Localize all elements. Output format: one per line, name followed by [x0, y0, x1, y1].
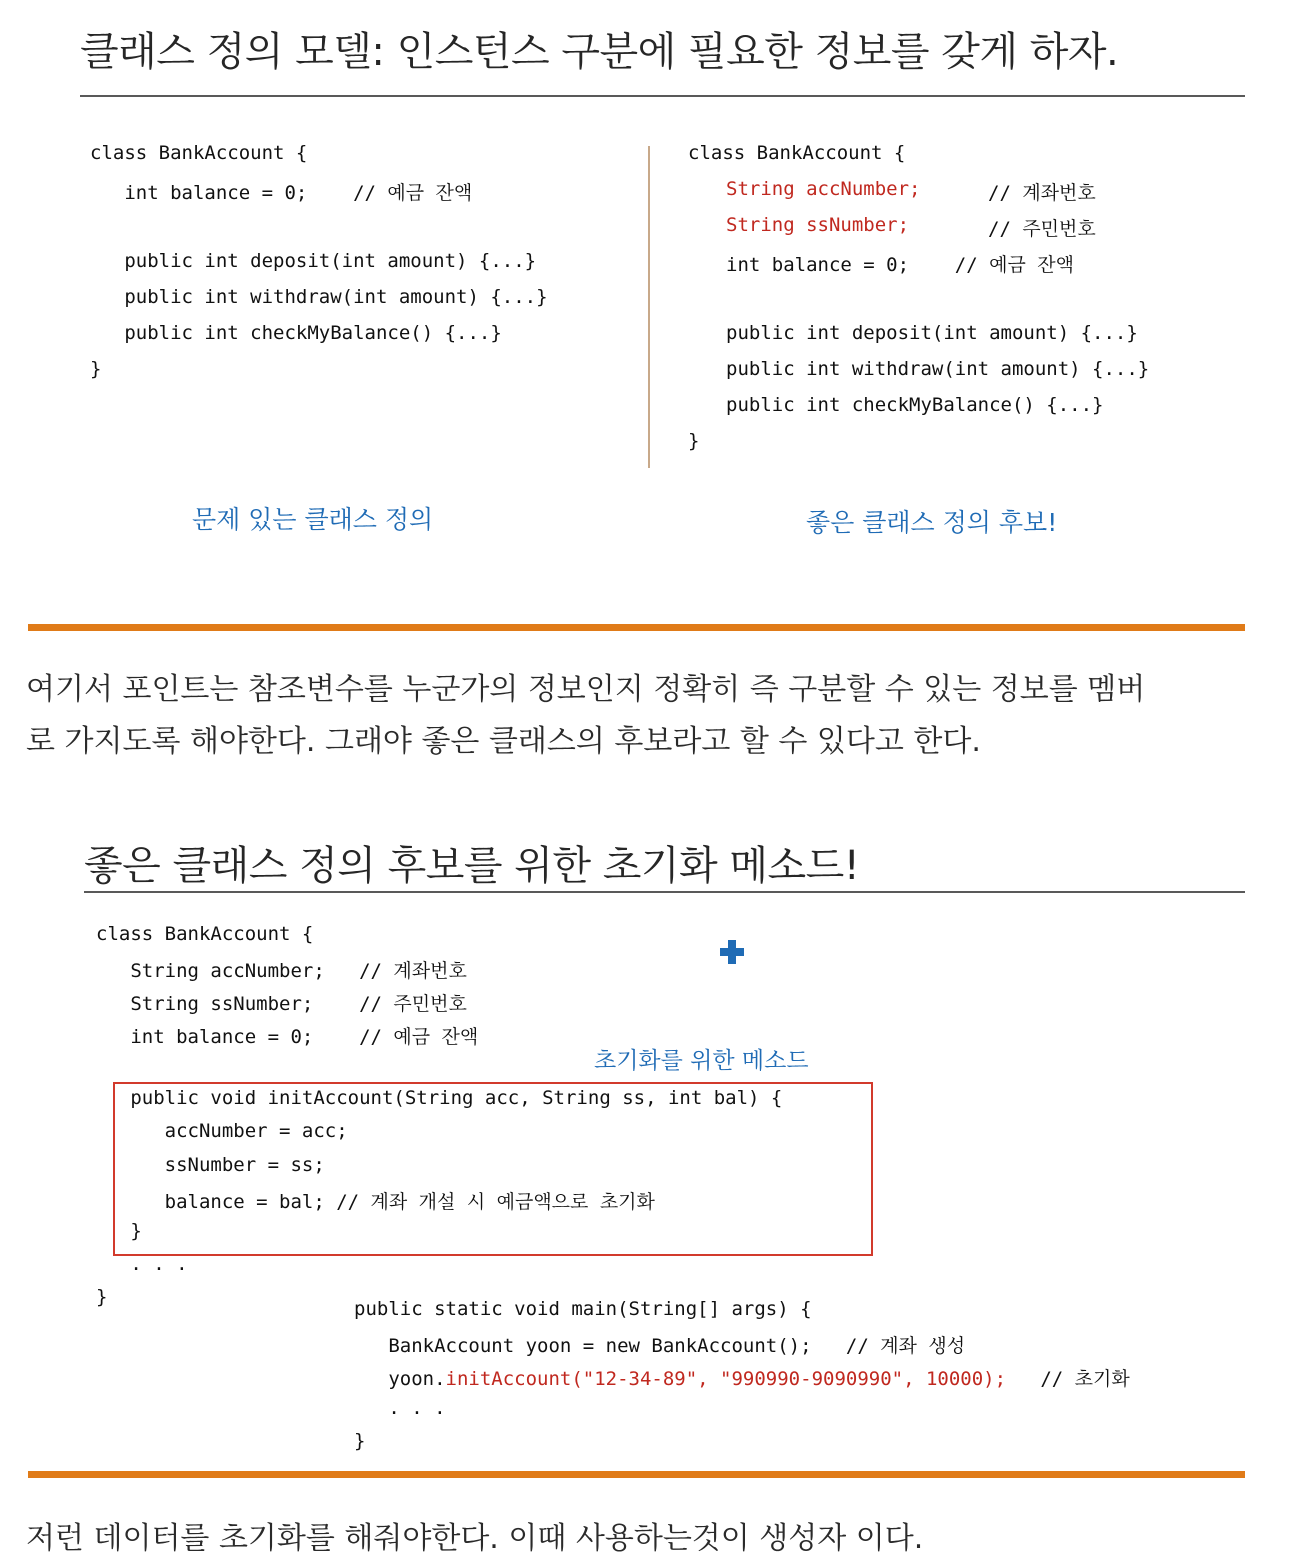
- right-code-line: int balance = 0; // 예금 잔액: [726, 254, 1074, 276]
- slide2-title-rule: [84, 891, 1245, 893]
- right-code-line: class BankAccount {: [688, 142, 906, 164]
- main-code-line: public static void main(String[] args) {: [354, 1298, 812, 1320]
- slide1-title: 클래스 정의 모델: 인스턴스 구분에 필요한 정보를 갖게 하자.: [80, 29, 1119, 75]
- code-divider: [648, 146, 650, 468]
- paragraph2-line1: 저런 데이터를 초기화를 해줘야한다. 이때 사용하는것이 생성자 이다.: [26, 1521, 924, 1556]
- init-call-receiver: yoon.: [354, 1368, 446, 1390]
- right-code-line-ssnumber: [726, 214, 1096, 240]
- class-code-line: . . .: [96, 1253, 188, 1275]
- main-code-block: [354, 1298, 1234, 1468]
- main-code-line: BankAccount yoon = new BankAccount(); // 계좌 생성: [354, 1335, 966, 1357]
- class-code-line: public void initAccount(String acc, String ss, int bal) {: [96, 1087, 783, 1109]
- class-code-line: accNumber = acc;: [96, 1120, 348, 1142]
- paragraph1-line2: 로 가지도록 해야한다. 그래야 좋은 클래스의 후보라고 할 수 있다고 한다.: [26, 724, 981, 759]
- left-code-line: class BankAccount {: [90, 142, 308, 164]
- slide1-title-rule: [80, 95, 1245, 97]
- main-code-line-init-call: [354, 1364, 1130, 1391]
- class-code-line: balance = bal; // 계좌 개설 시 예금액으로 초기화: [96, 1191, 655, 1213]
- right-code-block: [688, 142, 1248, 462]
- left-code-line: public int withdraw(int amount) {...}: [90, 286, 548, 308]
- class-code-line: class BankAccount {: [96, 923, 314, 945]
- left-code-block: [90, 142, 630, 402]
- left-code-line: public int checkMyBalance() {...}: [90, 322, 502, 344]
- accnumber-declaration: String accNumber;: [726, 178, 921, 200]
- right-code-line: public int deposit(int amount) {...}: [726, 322, 1138, 344]
- left-caption: 문제 있는 클래스 정의: [192, 505, 434, 534]
- init-call-comment: // 초기화: [1006, 1368, 1130, 1390]
- right-code-line: public int checkMyBalance() {...}: [726, 394, 1104, 416]
- left-code-line: int balance = 0; // 예금 잔액: [90, 182, 473, 204]
- ssnumber-comment: // 주민번호: [988, 218, 1096, 240]
- main-code-line: . . .: [354, 1397, 446, 1419]
- ssnumber-declaration: String ssNumber;: [726, 214, 910, 236]
- class-code-line: ssNumber = ss;: [96, 1154, 325, 1176]
- accnumber-comment: // 계좌번호: [988, 182, 1096, 204]
- class-code-line: String ssNumber; // 주민번호: [96, 993, 467, 1015]
- class-code-line: }: [96, 1220, 142, 1242]
- main-code-line: }: [354, 1430, 366, 1452]
- left-code-line: }: [90, 358, 102, 380]
- class-code-line: int balance = 0; // 예금 잔액: [96, 1026, 479, 1048]
- init-call-expression: initAccount("12-34-89", "990990-9090990", 10000);: [445, 1368, 1007, 1390]
- slide1-bottom-rule: [28, 624, 1245, 631]
- left-code-line: public int deposit(int amount) {...}: [90, 250, 537, 272]
- right-code-line-accnumber: [726, 178, 1096, 204]
- class-code-line: }: [96, 1286, 108, 1308]
- slide2-title: 좋은 클래스 정의 후보를 위한 초기화 메소드!: [84, 843, 860, 889]
- right-caption: 좋은 클래스 정의 후보!: [806, 508, 1058, 537]
- paragraph1-line1: 여기서 포인트는 참조변수를 누군가의 정보인지 정확히 즉 구분할 수 있는 정보를 멤버: [26, 672, 1146, 707]
- class-code-line: String accNumber; // 계좌번호: [96, 960, 467, 982]
- right-code-line: public int withdraw(int amount) {...}: [726, 358, 1150, 380]
- method-caption: 초기화를 위한 메소드: [594, 1048, 809, 1074]
- slide2-bottom-rule: [28, 1471, 1245, 1478]
- init-method-highlight: [113, 1082, 873, 1256]
- right-code-line: }: [688, 430, 700, 452]
